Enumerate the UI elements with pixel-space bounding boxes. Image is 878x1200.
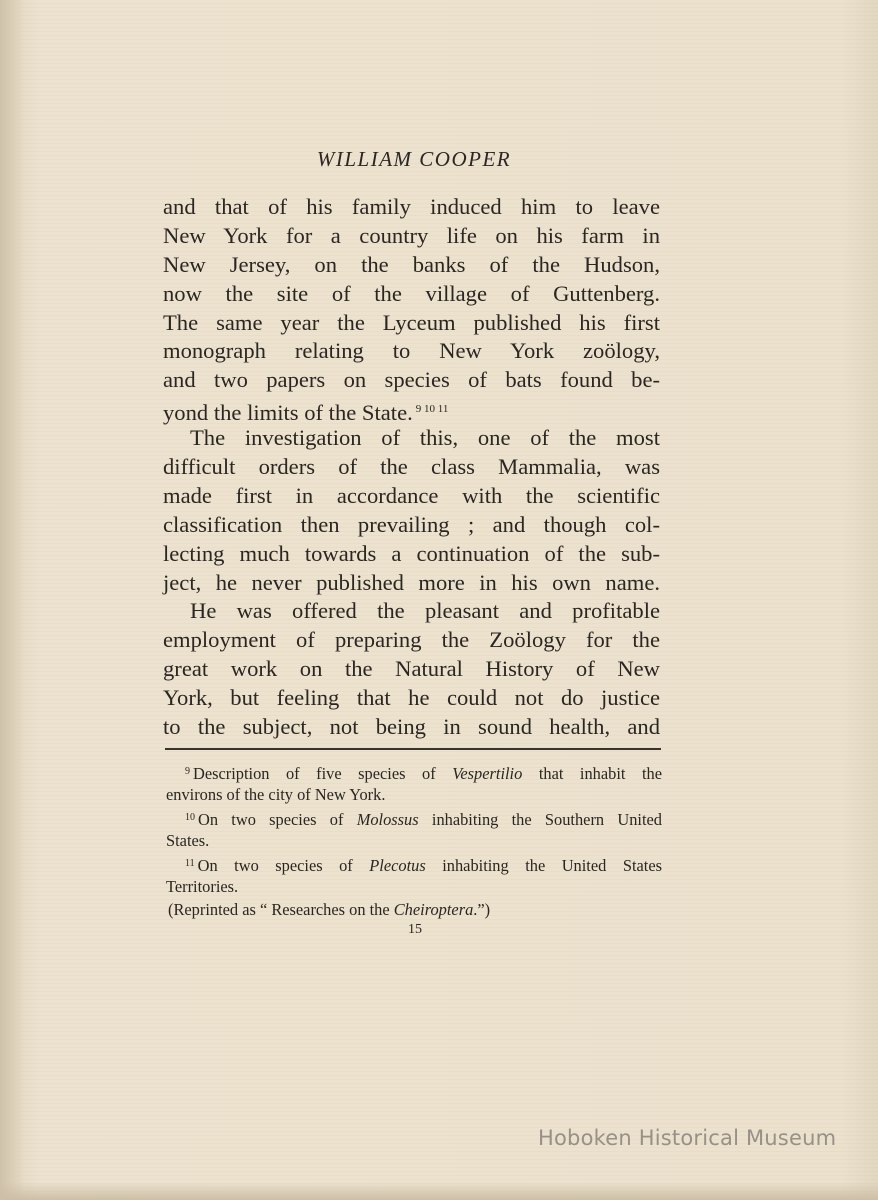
reprint-note	[166, 898, 662, 921]
footnote-rule	[165, 748, 661, 750]
footnote-text: inhabiting the United States	[425, 856, 662, 875]
footnote-reference: 9 10 11	[415, 403, 449, 416]
text-line: York, but feeling that he could not do justice	[163, 685, 660, 711]
footnote-text: On two species of	[197, 856, 370, 875]
footnote-line	[166, 806, 662, 829]
reprint-note-text: .”)	[473, 900, 491, 919]
running-head: WILLIAM COOPER	[316, 147, 512, 171]
text-line: difficult orders of the class Mammalia, was	[163, 454, 660, 480]
text-line: employment of preparing the Zoölogy for the	[163, 627, 660, 653]
text-line: and two papers on species of bats found be-	[163, 367, 660, 393]
watermark: Hoboken Historical Museum	[538, 1126, 837, 1150]
footnote-number: 11	[185, 858, 195, 869]
text-line: New Jersey, on the banks of the Hudson,	[163, 251, 660, 277]
text-line-content: yond the limits of the State.	[163, 400, 413, 426]
footnote-italic-term: Molossus	[356, 810, 419, 829]
page-bottom-edge	[0, 1182, 878, 1200]
footnote-number: 10	[185, 812, 195, 823]
footnote-line	[166, 760, 662, 783]
footnote-text: Description of five species of	[193, 764, 453, 783]
footnotes	[166, 760, 662, 921]
text-line: monograph relating to New York zoölogy,	[163, 338, 660, 364]
footnote-text: that inhabit the	[522, 764, 662, 783]
text-line: The same year the Lyceum published his first	[163, 309, 660, 335]
text-line: great work on the Natural History of New	[163, 656, 660, 682]
text-line: ject, he never published more in his own name.	[163, 569, 660, 595]
page-binding-edge	[0, 0, 24, 1200]
text-line: The investigation of this, one of the most	[190, 425, 660, 451]
footnote-line: States.	[166, 831, 210, 850]
text-line: He was offered the pleasant and profitable	[190, 598, 660, 624]
reprint-note-text: (Reprinted as “ Researches on the	[168, 900, 394, 919]
page-number: 15	[408, 922, 422, 937]
text-line: New York for a country life on his farm in	[163, 222, 660, 248]
body-text	[163, 193, 660, 742]
footnote-text: inhabiting the Southern United	[418, 810, 662, 829]
reprint-note-italic: Cheiroptera	[393, 900, 474, 919]
footnote-italic-term: Vespertilio	[452, 764, 523, 783]
footnote-number: 9	[185, 766, 190, 777]
text-line: lecting much towards a continuation of the sub-	[163, 540, 660, 566]
footnote-line: environs of the city of New York.	[166, 785, 386, 804]
text-line: classification then prevailing ; and though col-	[163, 511, 660, 537]
footnote-italic-term: Plecotus	[369, 856, 426, 875]
footnote-text: On two species of	[198, 810, 357, 829]
text-line	[163, 395, 660, 424]
footnote-line	[166, 852, 662, 875]
text-line: and that of his family induced him to leave	[163, 194, 660, 219]
footnote-line: Territories.	[166, 877, 239, 896]
text-line: made first in accordance with the scientific	[163, 482, 660, 508]
text-line: to the subject, not being in sound health, and	[163, 714, 660, 740]
text-line: now the site of the village of Guttenberg.	[163, 280, 660, 306]
